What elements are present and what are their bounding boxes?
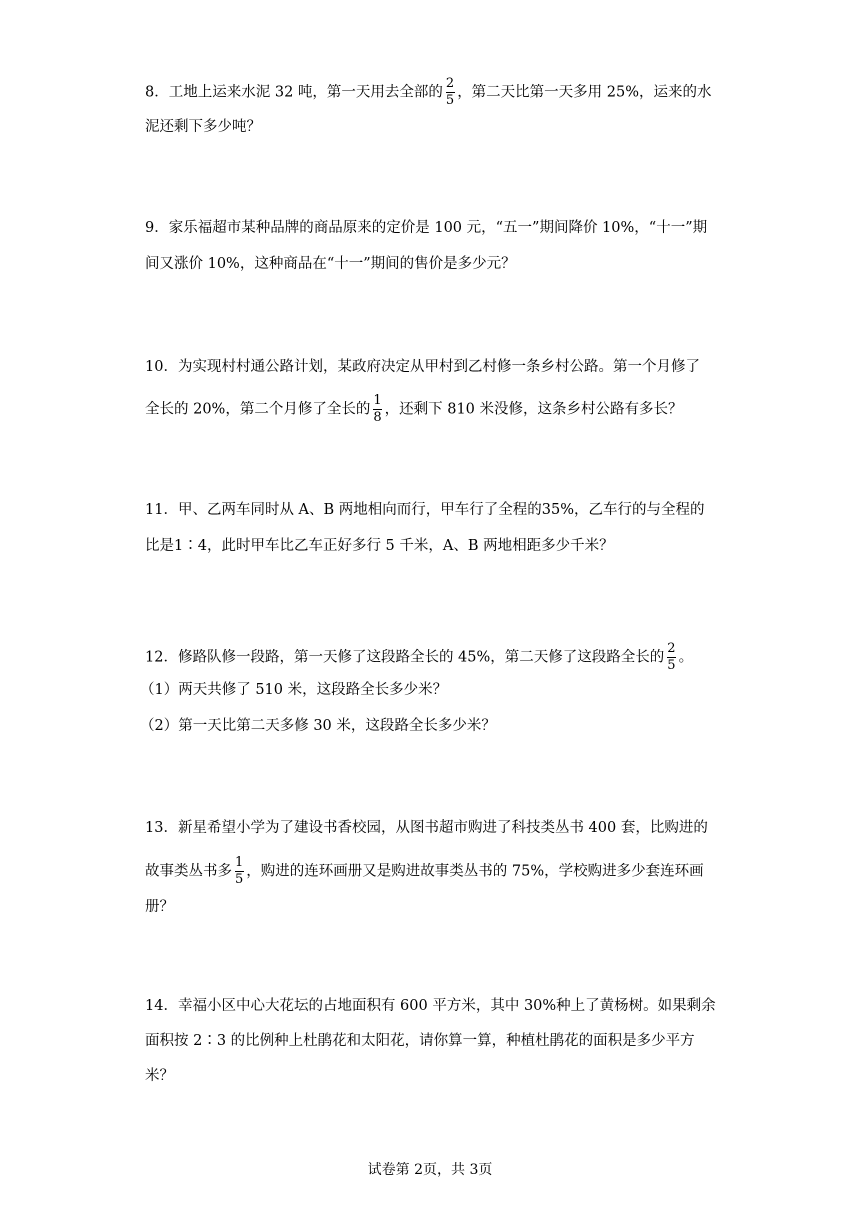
question-text: 幸福小区中心大花坛的占地面积有 600 平方米，其中 30%种上了黄杨树。如果剩余 bbox=[177, 998, 716, 1014]
question-number: 11． bbox=[145, 502, 178, 518]
question-text: 修路队修一段路，第一天修了这段路全长的 45%，第二天修了这段路全长的 bbox=[177, 649, 665, 666]
question-8-line-1 bbox=[145, 77, 740, 108]
question-number: 14． bbox=[145, 998, 178, 1014]
question-text: 故事类丛书多 bbox=[145, 863, 232, 880]
question-11-line-1 bbox=[145, 500, 740, 520]
fraction-numerator: 1 bbox=[235, 855, 244, 870]
question-text: 册？ bbox=[145, 899, 174, 915]
fraction bbox=[372, 394, 382, 425]
question-text: ，第二天比第一天多用 25%，运来的水 bbox=[457, 84, 712, 101]
question-12-subquestion-2 bbox=[140, 716, 740, 736]
question-10-line-1 bbox=[145, 357, 740, 377]
fraction bbox=[445, 77, 455, 108]
fraction-denominator: 8 bbox=[373, 410, 382, 425]
question-14-line-3 bbox=[145, 1066, 740, 1086]
fraction-numerator: 2 bbox=[667, 641, 676, 656]
question-8-line-2 bbox=[145, 117, 740, 137]
fraction-numerator: 2 bbox=[445, 76, 455, 91]
question-text: 家乐福超市某种品牌的商品原来的定价是 100 元，“五一”期间降价 10%，“十一”期 bbox=[168, 220, 708, 236]
question-number: 9． bbox=[145, 220, 169, 236]
question-text: ，还剩下 810 米没修，这条乡村公路有多长？ bbox=[384, 401, 683, 418]
question-text: ，购进的连环画册又是购进故事类丛书的 75%，学校购进多少套连环画 bbox=[246, 863, 704, 880]
question-9-line-1 bbox=[145, 218, 740, 238]
question-number: 12． bbox=[145, 649, 178, 666]
question-text: 泥还剩下多少吨？ bbox=[145, 119, 261, 135]
question-text: 。 bbox=[678, 649, 694, 666]
question-text: （1）两天共修了 510 米，这段路全长多少米？ bbox=[140, 682, 448, 698]
question-text: （2）第一天比第二天多修 30 米，这段路全长多少米？ bbox=[140, 718, 496, 734]
page-footer: 试卷第 2页，共 3页 bbox=[367, 1162, 493, 1178]
question-text: 全长的 20%，第二个月修了全长的 bbox=[145, 401, 371, 418]
question-12-line-1 bbox=[145, 642, 740, 673]
question-9-line-2 bbox=[145, 254, 740, 274]
question-10-line-2 bbox=[145, 394, 740, 425]
question-text: 甲、乙两车同时从 A、B 两地相向而行，甲车行了全程的35%，乙车行的与全程的 bbox=[177, 502, 705, 518]
fraction bbox=[234, 856, 244, 887]
fraction-denominator: 5 bbox=[235, 872, 244, 887]
question-text: 间又涨价 10%，这种商品在“十一”期间的售价是多少元？ bbox=[145, 256, 516, 272]
fraction-denominator: 5 bbox=[445, 93, 455, 108]
fraction-numerator: 1 bbox=[373, 393, 382, 408]
question-number: 8． bbox=[145, 84, 169, 101]
question-text: 为实现村村通公路计划，某政府决定从甲村到乙村修一条乡村公路。第一个月修了 bbox=[177, 359, 700, 375]
question-text: 米？ bbox=[145, 1068, 174, 1084]
fraction bbox=[666, 642, 676, 673]
question-13-line-3 bbox=[145, 897, 740, 917]
question-text: 面积按 2∶3 的比例种上杜鹃花和太阳花，请你算一算，种植杜鹃花的面积是多少平方 bbox=[145, 1033, 695, 1049]
question-text: 比是1∶4，此时甲车比乙车正好多行 5 千米，A、B 两地相距多少千米？ bbox=[145, 538, 614, 554]
question-number: 13． bbox=[145, 820, 178, 836]
question-12-subquestion-1 bbox=[140, 680, 740, 700]
fraction-denominator: 5 bbox=[667, 658, 676, 673]
question-14-line-1 bbox=[145, 996, 740, 1016]
question-text: 新星希望小学为了建设书香校园，从图书超市购进了科技类丛书 400 套，比购进的 bbox=[177, 820, 708, 836]
question-14-line-2 bbox=[145, 1031, 740, 1051]
question-text: 工地上运来水泥 32 吨，第一天用去全部的 bbox=[168, 84, 443, 101]
question-13-line-1 bbox=[145, 818, 740, 838]
question-13-line-2 bbox=[145, 856, 740, 887]
question-number: 10． bbox=[145, 359, 178, 375]
question-11-line-2 bbox=[145, 536, 740, 556]
